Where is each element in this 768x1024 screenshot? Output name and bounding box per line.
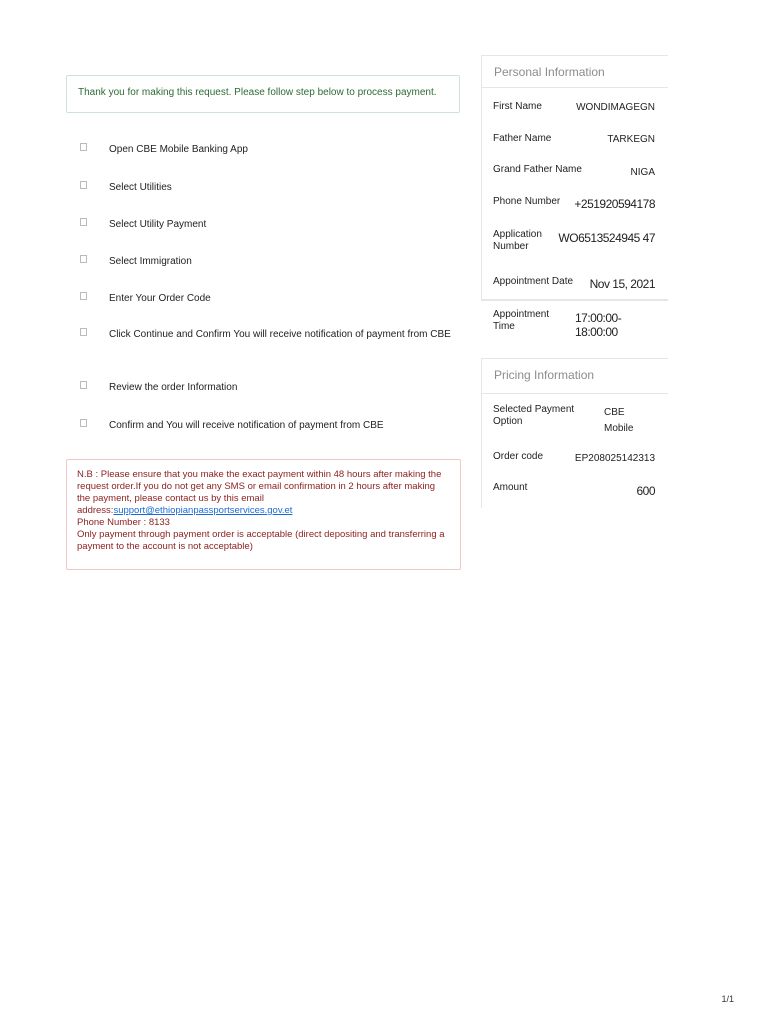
phone-value: +251920594178 [574,197,655,211]
checkbox-icon [80,419,87,427]
application-number-value: WO6513524945 47 [558,231,655,245]
divider [481,300,668,301]
field-label: Selected Payment Option [493,404,575,427]
panel-title: Personal Information [494,65,605,79]
appointment-time-value: 17:00:00-18:00:00 [575,311,622,339]
checkbox-icon [80,292,87,300]
checkbox-icon [80,143,87,151]
step-text: Select Utility Payment [109,219,207,230]
checkbox-icon [80,255,87,263]
checkbox-icon [80,218,87,226]
checkbox-icon [80,328,87,336]
order-code-value: EP208025142313 [574,453,655,464]
first-name-value: WONDIMAGEGN [576,102,655,113]
field-label: Order code [493,451,544,462]
payment-option-value: CBE Mobile [604,407,634,434]
divider [481,87,668,88]
field-label: Phone Number [493,196,561,207]
step-text: Enter Your Order Code [109,293,211,304]
divider [481,393,668,394]
support-email-link[interactable]: support@ethiopianpassportservices.gov.et [113,505,293,516]
grandfather-name-value: NIGA [630,167,655,178]
field-label: First Name [493,101,542,112]
father-name-value: TARKEGN [607,134,655,145]
step-text: Select Immigration [109,256,192,267]
amount-value: 600 [636,484,655,498]
page-number: 1/1 [721,994,734,1004]
success-message: Thank you for making this request. Please follow step below to process payment. [78,87,437,98]
step-text: Open CBE Mobile Banking App [109,144,248,155]
payment-note [77,469,447,553]
field-label: Amount [493,482,528,493]
step-text: Confirm and You will receive notification of payment from CBE [109,420,384,431]
success-message-box [66,75,460,113]
note-text: N.B : Please ensure that you make the exact payment within 48 hours after making the request order.If you do not get any SMS or email confirmation in 2 hours after making the payment, please contact us by this email address: [77,469,442,516]
appointment-date-value: Nov 15, 2021 [589,277,655,291]
checkbox-icon [80,181,87,189]
step-text: Select Utilities [109,182,172,193]
note-footer: Only payment through payment order is acceptable (direct depositing and transferring a payment to the account is not acceptable) [77,529,445,552]
panel-title: Pricing Information [494,368,595,382]
step-text: Review the order Information [109,382,238,393]
field-label: Appointment Time [493,309,550,332]
step-text: Click Continue and Confirm You will receive notification of payment from CBE [109,329,451,340]
field-label: Father Name [493,133,552,144]
note-phone: Phone Number : 8133 [77,517,170,528]
field-label: Grand Father Name [493,164,582,175]
field-label: Appointment Date [493,276,574,287]
checkbox-icon [80,381,87,389]
field-label: Application Number [493,229,542,252]
payment-note-box [66,459,461,570]
